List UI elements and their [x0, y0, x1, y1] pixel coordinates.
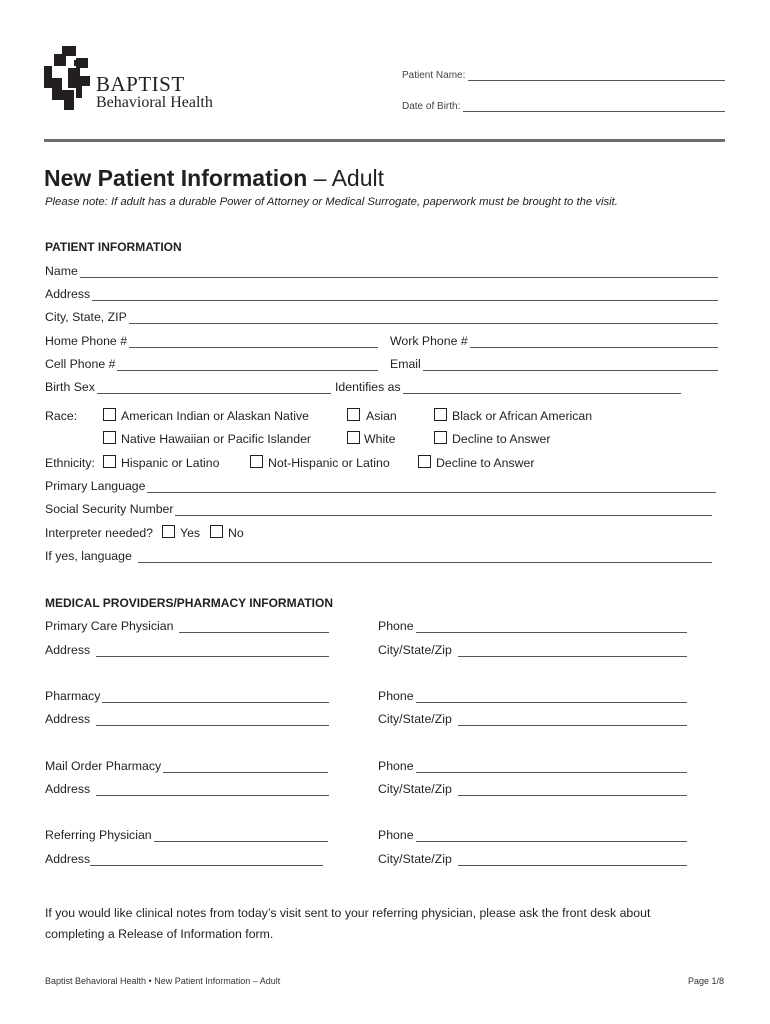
race-checkbox-asian[interactable] [347, 408, 360, 421]
referring-address-line[interactable] [90, 853, 323, 866]
pharmacy-line[interactable] [102, 690, 329, 703]
work-phone-field[interactable] [390, 334, 718, 348]
identifies-as-field[interactable] [335, 380, 681, 394]
pharmacy-field[interactable] [45, 689, 329, 703]
referring-phone-field[interactable] [378, 828, 687, 842]
mail-order-address-line[interactable] [96, 783, 329, 796]
pcp-phone-field[interactable] [378, 619, 687, 633]
work-phone-line[interactable] [470, 335, 718, 348]
pharmacy-phone-label: Phone [378, 689, 414, 703]
referring-phone-line[interactable] [416, 829, 687, 842]
pcp-field[interactable] [45, 619, 329, 633]
logo-text-baptist: BAPTIST [96, 72, 185, 96]
birth-sex-line[interactable] [97, 381, 331, 394]
primary-language-label: Primary Language [45, 479, 146, 493]
patient-info-heading: PATIENT INFORMATION [45, 240, 182, 254]
race-checkbox-american-indian[interactable] [103, 408, 116, 421]
mail-order-field[interactable] [45, 759, 328, 773]
poa-note: Please note: If adult has a durable Power of Attorney or Medical Surrogate, paperwork must be brought to the visit. [45, 196, 618, 208]
identifies-as-label: Identifies as [335, 380, 401, 394]
ethnicity-checkbox-hispanic[interactable] [103, 455, 116, 468]
ethnicity-checkbox-not-hispanic[interactable] [250, 455, 263, 468]
race-checkbox-black[interactable] [434, 408, 447, 421]
address-line[interactable] [92, 288, 718, 301]
mail-order-address-field[interactable] [45, 782, 329, 796]
pharmacy-address-field[interactable] [45, 712, 329, 726]
pharmacy-city-line[interactable] [458, 713, 687, 726]
pharmacy-phone-field[interactable] [378, 689, 687, 703]
title-bold: New Patient Information [44, 165, 308, 191]
birth-sex-field[interactable] [45, 380, 331, 394]
pcp-line[interactable] [179, 620, 329, 633]
header-divider [44, 139, 725, 142]
pharmacy-label: Pharmacy [45, 689, 101, 703]
ethnicity-checkbox-decline[interactable] [418, 455, 431, 468]
name-field[interactable] [45, 264, 718, 278]
mail-order-label: Mail Order Pharmacy [45, 759, 162, 773]
title-light: Adult [331, 165, 384, 191]
pcp-address-label: Address [45, 643, 91, 657]
email-line[interactable] [423, 358, 718, 371]
name-label: Name [45, 264, 78, 278]
work-phone-label: Work Phone # [390, 334, 468, 348]
interpreter-label: Interpreter needed? [45, 526, 154, 540]
address-field[interactable] [45, 287, 718, 301]
email-field[interactable] [390, 357, 718, 371]
referring-line[interactable] [154, 829, 328, 842]
ethnicity-option-decline: Decline to Answer [436, 456, 535, 470]
referring-city-field[interactable] [378, 852, 687, 866]
title-dash: – [307, 165, 332, 191]
closing-line-1: If you would like clinical notes from today’s visit sent to your referring physician, please ask the front desk about [45, 906, 651, 920]
referring-label: Referring Physician [45, 828, 152, 842]
logo-text-behavioral-health: Behavioral Health [96, 94, 213, 111]
pcp-address-field[interactable] [45, 643, 329, 657]
if-yes-language-field[interactable] [45, 549, 712, 563]
ethnicity-option-not-hispanic: Not-Hispanic or Latino [268, 456, 390, 470]
city-state-zip-line[interactable] [129, 311, 718, 324]
if-yes-language-line[interactable] [138, 550, 712, 563]
referring-address-field[interactable] [45, 852, 323, 866]
pharmacy-city-field[interactable] [378, 712, 687, 726]
referring-city-line[interactable] [458, 853, 687, 866]
ssn-field[interactable] [45, 502, 712, 516]
referring-field[interactable] [45, 828, 328, 842]
city-state-zip-label: City, State, ZIP [45, 310, 127, 324]
mail-order-city-field[interactable] [378, 782, 687, 796]
identifies-as-line[interactable] [403, 381, 681, 394]
mail-order-phone-line[interactable] [416, 760, 687, 773]
mail-order-address-label: Address [45, 782, 91, 796]
race-label: Race: [45, 409, 78, 423]
primary-language-field[interactable] [45, 479, 716, 493]
baptist-logo [44, 46, 244, 116]
referring-city-label: City/State/Zip [378, 852, 452, 866]
providers-heading: MEDICAL PROVIDERS/PHARMACY INFORMATION [45, 596, 334, 610]
pcp-address-line[interactable] [96, 644, 329, 657]
ssn-line[interactable] [175, 503, 712, 516]
interpreter-no-checkbox[interactable] [210, 525, 223, 538]
baptist-cross-icon [44, 46, 104, 112]
mail-order-line[interactable] [163, 760, 328, 773]
city-state-zip-field[interactable] [45, 310, 718, 324]
primary-language-line[interactable] [147, 480, 716, 493]
race-option-american-indian: American Indian or Alaskan Native [121, 409, 309, 423]
home-phone-line[interactable] [129, 335, 378, 348]
pharmacy-address-line[interactable] [96, 713, 329, 726]
mail-order-city-label: City/State/Zip [378, 782, 452, 796]
race-option-black: Black or African American [452, 409, 593, 423]
race-checkbox-decline[interactable] [434, 431, 447, 444]
pharmacy-address-label: Address [45, 712, 91, 726]
race-option-native-hawaiian: Native Hawaiian or Pacific Islander [121, 432, 312, 446]
race-checkbox-native-hawaiian[interactable] [103, 431, 116, 444]
referring-address-label: Address [45, 852, 91, 866]
dob-field[interactable] [402, 101, 725, 112]
cell-phone-field[interactable] [45, 357, 378, 371]
mail-order-phone-label: Phone [378, 759, 414, 773]
ethnicity-label: Ethnicity: [45, 456, 95, 470]
closing-line-2: completing a Release of Information form. [45, 927, 274, 941]
address-label: Address [45, 287, 91, 301]
pcp-city-field[interactable] [378, 643, 687, 657]
pcp-phone-label: Phone [378, 619, 414, 633]
name-line[interactable] [80, 265, 718, 278]
mail-order-phone-field[interactable] [378, 759, 687, 773]
race-option-asian: Asian [366, 409, 397, 423]
pcp-label: Primary Care Physician [45, 619, 174, 633]
ssn-label: Social Security Number [45, 502, 174, 516]
email-label: Email [390, 357, 421, 371]
mail-order-city-line[interactable] [458, 783, 687, 796]
interpreter-yes-label: Yes [180, 526, 201, 540]
if-yes-language-label: If yes, language [45, 549, 132, 563]
footer-left: Baptist Behavioral Health • New Patient Information – Adult [45, 976, 281, 986]
cell-phone-label: Cell Phone # [45, 357, 116, 371]
pcp-city-line[interactable] [458, 644, 687, 657]
home-phone-label: Home Phone # [45, 334, 128, 348]
patient-name-line[interactable] [468, 70, 725, 81]
race-option-decline: Decline to Answer [452, 432, 551, 446]
interpreter-no-label: No [228, 526, 244, 540]
birth-sex-label: Birth Sex [45, 380, 95, 394]
referring-phone-label: Phone [378, 828, 414, 842]
page-title [44, 165, 384, 192]
pcp-city-label: City/State/Zip [378, 643, 452, 657]
patient-name-label: Patient Name: [402, 70, 466, 81]
interpreter-yes-checkbox[interactable] [162, 525, 175, 538]
home-phone-field[interactable] [45, 334, 378, 348]
pharmacy-phone-line[interactable] [416, 690, 687, 703]
pharmacy-city-label: City/State/Zip [378, 712, 452, 726]
dob-label: Date of Birth: [402, 101, 461, 112]
cell-phone-line[interactable] [117, 358, 378, 371]
patient-name-field[interactable] [402, 70, 725, 81]
ethnicity-option-hispanic: Hispanic or Latino [121, 456, 220, 470]
race-checkbox-white[interactable] [347, 431, 360, 444]
pcp-phone-line[interactable] [416, 620, 687, 633]
race-option-white: White [364, 432, 396, 446]
footer-page-number: Page 1/8 [688, 976, 725, 986]
dob-line[interactable] [463, 101, 725, 112]
